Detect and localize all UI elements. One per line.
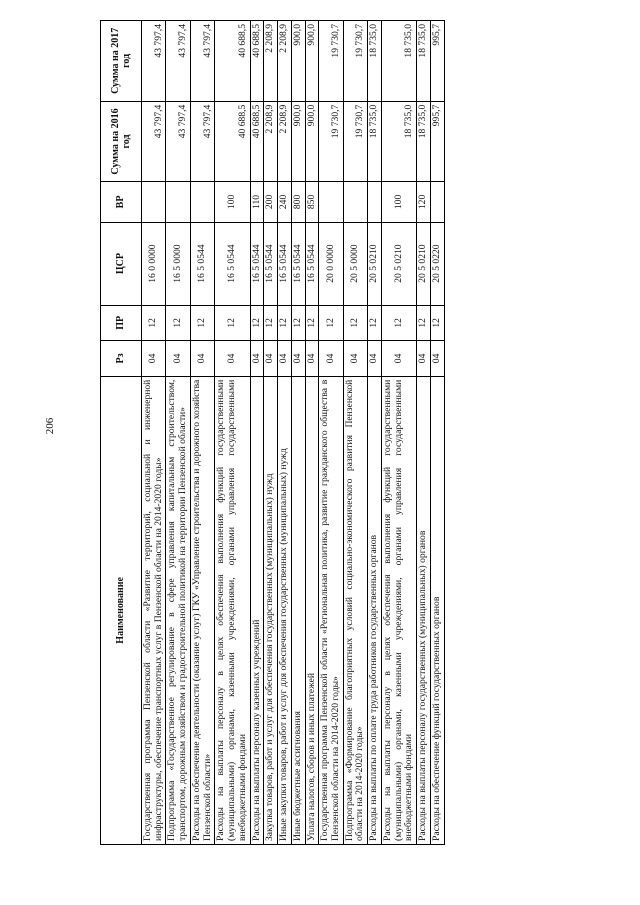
cell-sum-2017: 18 735,0: [417, 21, 431, 102]
table-row: [190, 21, 214, 845]
cell-csr: 16 5 0544: [278, 222, 292, 305]
table-row: [305, 21, 319, 845]
cell-rz: 04: [190, 341, 214, 377]
cell-csr: 16 5 0544: [305, 222, 319, 305]
cell-pr: 12: [142, 305, 166, 341]
header-rz: Рз: [101, 341, 142, 377]
cell-sum-2017: 18 735,0: [368, 21, 382, 102]
table-row: [215, 21, 250, 845]
cell-pr: 12: [417, 305, 431, 341]
cell-name: Расходы на выплаты персоналу казенных учреждений: [250, 376, 264, 844]
cell-csr: 16 5 0544: [250, 222, 264, 305]
cell-name: Подпрограмма «Формирование благоприятных условий социально-экономического развития Пензенской области на 2014-2020 годы»: [343, 376, 367, 844]
table-header-row: [101, 21, 142, 845]
cell-sum-2016: 40 688,5: [215, 101, 250, 182]
budget-table: [100, 20, 445, 845]
cell-name: Расходы на обеспечение функций государственных органов: [430, 376, 444, 844]
cell-sum-2016: 18 735,0: [417, 101, 431, 182]
cell-vr: 110: [250, 182, 264, 222]
cell-sum-2017: 43 797,4: [166, 21, 190, 102]
cell-pr: 12: [215, 305, 250, 341]
cell-rz: 04: [381, 341, 416, 377]
cell-name: Расходы на выплаты персоналу государственных (муниципальных) органов: [417, 376, 431, 844]
cell-sum-2016: 995,7: [430, 101, 444, 182]
cell-rz: 04: [319, 341, 343, 377]
cell-rz: 04: [430, 341, 444, 377]
header-vr: ВР: [101, 182, 142, 222]
header-sum-2016: Сумма на 2016 год: [101, 101, 142, 182]
cell-csr: 20 5 0220: [430, 222, 444, 305]
cell-pr: 12: [305, 305, 319, 341]
cell-sum-2016: 2 208,9: [278, 101, 292, 182]
cell-pr: 12: [250, 305, 264, 341]
rotated-page-content: [100, 20, 540, 845]
cell-sum-2017: 40 688,5: [215, 21, 250, 102]
cell-csr: 20 5 0000: [343, 222, 367, 305]
cell-pr: 12: [166, 305, 190, 341]
cell-pr: 12: [264, 305, 278, 341]
cell-rz: 04: [417, 341, 431, 377]
cell-pr: 12: [319, 305, 343, 341]
table-row: [250, 21, 264, 845]
cell-csr: 20 5 0210: [417, 222, 431, 305]
cell-csr: 16 5 0544: [215, 222, 250, 305]
cell-name: Иные закупки товаров, работ и услуг для обеспечения государственных (муниципальных) нужд: [278, 376, 292, 844]
cell-sum-2017: 40 688,5: [250, 21, 264, 102]
cell-csr: 16 5 0544: [291, 222, 305, 305]
table-row: [368, 21, 382, 845]
cell-csr: 16 5 0544: [190, 222, 214, 305]
header-name: Наименование: [101, 376, 142, 844]
cell-name: Закупка товаров, работ и услуг для обеспечения государственных (муниципальных) нужд: [264, 376, 278, 844]
cell-rz: 04: [264, 341, 278, 377]
cell-sum-2017: 900,0: [291, 21, 305, 102]
cell-vr: 120: [417, 182, 431, 222]
cell-rz: 04: [305, 341, 319, 377]
header-csr: ЦСР: [101, 222, 142, 305]
cell-rz: 04: [343, 341, 367, 377]
header-pr: ПР: [101, 305, 142, 341]
cell-rz: 04: [291, 341, 305, 377]
cell-vr: [430, 182, 444, 222]
cell-vr: 240: [278, 182, 292, 222]
cell-sum-2017: 995,7: [430, 21, 444, 102]
cell-name: Расходы на выплаты персоналу в целях обеспечения выполнения функций государственными (муниципальными) органами, казенными учреждениями, органами управления государственными внебюджетными фондами: [215, 376, 250, 844]
cell-rz: 04: [215, 341, 250, 377]
cell-sum-2016: 43 797,4: [142, 101, 166, 182]
cell-sum-2016: 43 797,4: [166, 101, 190, 182]
table-row: [278, 21, 292, 845]
cell-name: Государственная программа Пензенской области «Региональная политика, развитие гражданского общества в Пензенской области на 2014-2020 годы»: [319, 376, 343, 844]
cell-csr: 20 5 0210: [368, 222, 382, 305]
cell-pr: 12: [291, 305, 305, 341]
cell-name: Иные бюджетные ассигнования: [291, 376, 305, 844]
cell-name: Расходы на выплаты персоналу в целях обеспечения выполнения функций государственными (муниципальными) органами, казенными учреждениями, органами управления государственными внебюджетными фондами: [381, 376, 416, 844]
cell-rz: 04: [278, 341, 292, 377]
table-row: [343, 21, 367, 845]
cell-csr: 16 0 0000: [142, 222, 166, 305]
cell-sum-2017: 2 208,9: [264, 21, 278, 102]
cell-vr: [190, 182, 214, 222]
cell-sum-2017: 43 797,4: [142, 21, 166, 102]
cell-pr: 12: [190, 305, 214, 341]
cell-sum-2017: 18 735,0: [381, 21, 416, 102]
table-row: [166, 21, 190, 845]
page-number: 206: [44, 417, 56, 435]
table-row: [264, 21, 278, 845]
table-row: [381, 21, 416, 845]
cell-sum-2016: 40 688,5: [250, 101, 264, 182]
cell-csr: 16 5 0000: [166, 222, 190, 305]
cell-vr: [319, 182, 343, 222]
cell-sum-2017: 900,0: [305, 21, 319, 102]
cell-sum-2016: 43 797,4: [190, 101, 214, 182]
cell-pr: 12: [278, 305, 292, 341]
table-row: [417, 21, 431, 845]
cell-name: Уплата налогов, сборов и иных платежей: [305, 376, 319, 844]
cell-vr: 200: [264, 182, 278, 222]
cell-vr: [166, 182, 190, 222]
cell-csr: 20 0 0000: [319, 222, 343, 305]
table-row: [430, 21, 444, 845]
cell-sum-2017: 43 797,4: [190, 21, 214, 102]
cell-vr: [343, 182, 367, 222]
cell-rz: 04: [250, 341, 264, 377]
cell-vr: [142, 182, 166, 222]
cell-sum-2017: 19 730,7: [343, 21, 367, 102]
table-row: [319, 21, 343, 845]
cell-vr: [368, 182, 382, 222]
table-row: [142, 21, 166, 845]
cell-rz: 04: [166, 341, 190, 377]
table-row: [291, 21, 305, 845]
cell-sum-2016: 900,0: [305, 101, 319, 182]
cell-sum-2017: 2 208,9: [278, 21, 292, 102]
cell-sum-2017: 19 730,7: [319, 21, 343, 102]
cell-sum-2016: 19 730,7: [343, 101, 367, 182]
cell-rz: 04: [142, 341, 166, 377]
cell-vr: 850: [305, 182, 319, 222]
cell-sum-2016: 900,0: [291, 101, 305, 182]
cell-rz: 04: [368, 341, 382, 377]
cell-csr: 20 5 0210: [381, 222, 416, 305]
header-sum-2017: Сумма на 2017 год: [101, 21, 142, 102]
cell-vr: 100: [215, 182, 250, 222]
cell-sum-2016: 18 735,0: [381, 101, 416, 182]
cell-name: Расходы на обеспечение деятельности (оказание услуг) ГКУ «Управление строительства и дорожного хозяйства Пензенской области»: [190, 376, 214, 844]
cell-csr: 16 5 0544: [264, 222, 278, 305]
cell-pr: 12: [368, 305, 382, 341]
cell-pr: 12: [381, 305, 416, 341]
cell-vr: 800: [291, 182, 305, 222]
cell-name: Расходы на выплаты по оплате труда работников государственных органов: [368, 376, 382, 844]
cell-name: Государственная программа Пензенской области «Развитие территорий, социальной и инженерной инфраструктуры, обеспечение транспортных услуг в Пензенской области на 2014-2020 годы»: [142, 376, 166, 844]
cell-sum-2016: 19 730,7: [319, 101, 343, 182]
cell-name: Подпрограмма «Государственное регулирование в сфере управления капитальным строительством, транспортом, дорожным хозяйством и градостроительной политикой на территории Пензенской области»: [166, 376, 190, 844]
cell-sum-2016: 18 735,0: [368, 101, 382, 182]
cell-pr: 12: [343, 305, 367, 341]
cell-pr: 12: [430, 305, 444, 341]
cell-sum-2016: 2 208,9: [264, 101, 278, 182]
cell-vr: 100: [381, 182, 416, 222]
